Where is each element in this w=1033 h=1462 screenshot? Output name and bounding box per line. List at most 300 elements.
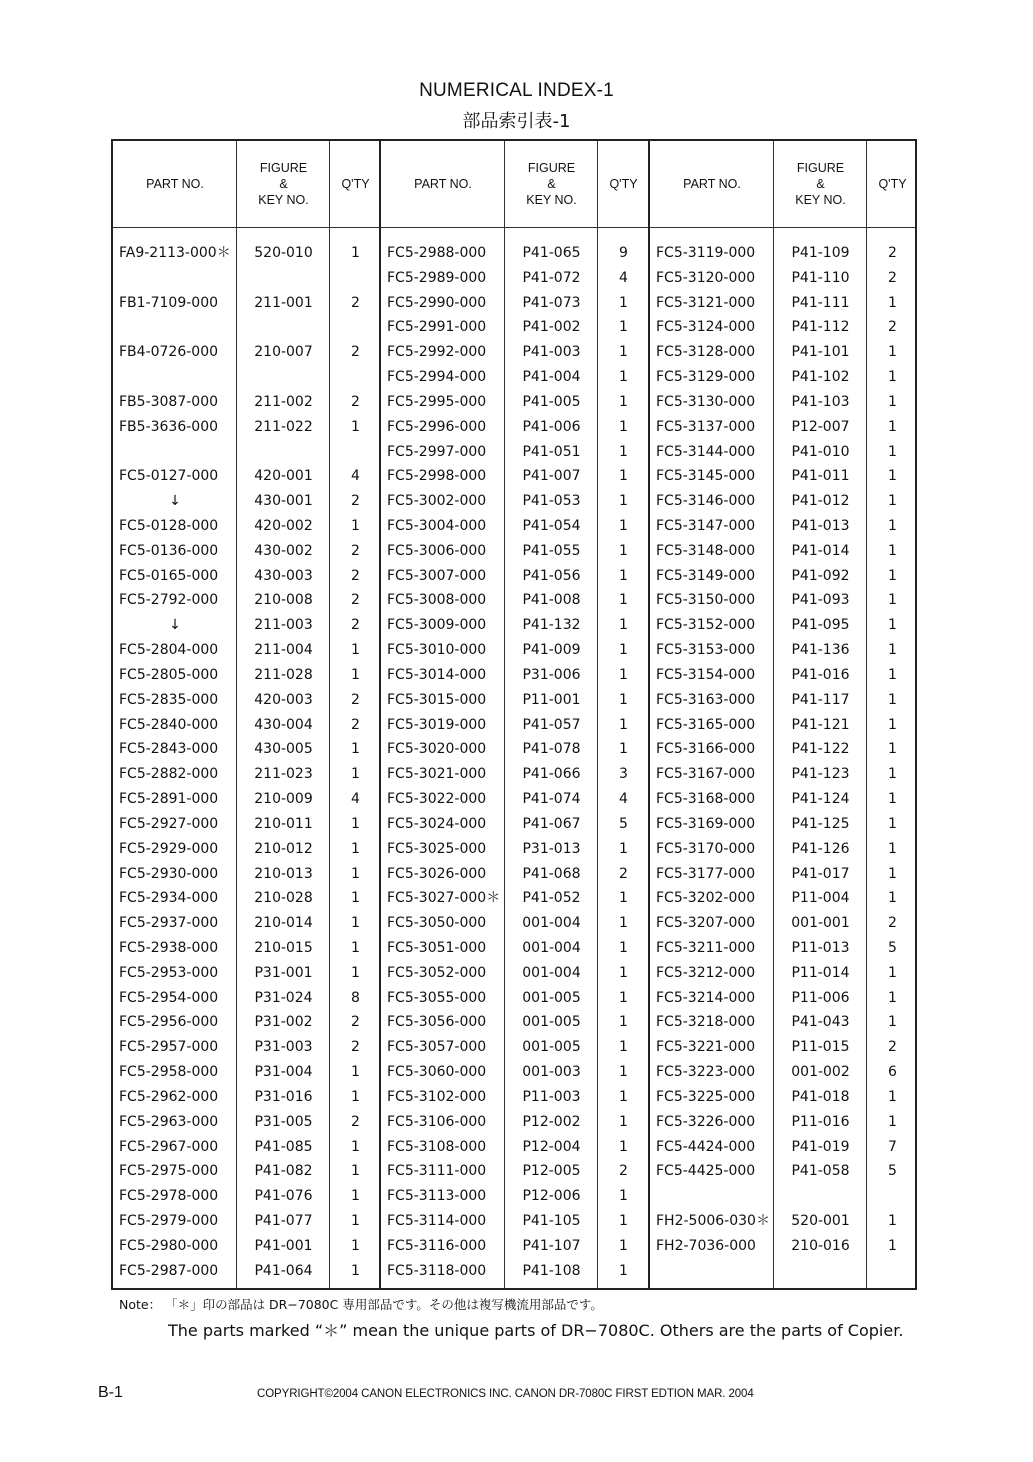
figure-key-cell: P41-058 [791, 1163, 850, 1180]
part-number-cell: FB1-7109-000 [119, 294, 219, 311]
quantity-cell: 1 [351, 840, 360, 857]
part-number-cell: FC5-3163-000 [656, 691, 756, 708]
quantity-cell: 2 [351, 344, 360, 361]
figure-key-cell: P11-013 [791, 939, 850, 956]
quantity-cell: 1 [888, 617, 897, 634]
figure-key-cell: 210-016 [791, 1237, 850, 1254]
header-part-no [113, 141, 237, 227]
quantity-cell: 1 [351, 666, 360, 683]
part-number-cell: FC5-3114-000 [387, 1212, 487, 1229]
part-number-cell: FC5-3015-000 [387, 691, 487, 708]
figure-key-cell: P31-006 [522, 666, 581, 683]
figure-key-cell: 001-002 [791, 1064, 850, 1081]
quantity-cell: 1 [888, 443, 897, 460]
figure-key-cell: 430-001 [254, 493, 313, 510]
part-number-cell: FC5-3144-000 [656, 443, 756, 460]
part-number-cell: FC5-2991-000 [387, 319, 487, 336]
figure-key-cell: P41-002 [522, 319, 581, 336]
figure-key-cell: P41-067 [522, 815, 581, 832]
figure-key-cell: P41-051 [522, 443, 581, 460]
quantity-cell: 2 [351, 592, 360, 609]
quantity-cell: 1 [888, 1113, 897, 1130]
part-number-cell: FC5-3154-000 [656, 666, 756, 683]
figure-key-cell: 001-004 [522, 915, 581, 932]
quantity-cell: 4 [351, 791, 360, 808]
quantity-cell: 1 [619, 716, 628, 733]
part-number-cell: FC5-3020-000 [387, 741, 487, 758]
part-number-cell: FC5-2989-000 [387, 269, 487, 286]
figure-key-cell: 210-014 [254, 915, 313, 932]
quantity-cell: 2 [351, 1014, 360, 1031]
figure-key-cell: 210-012 [254, 840, 313, 857]
figure-key-cell: P41-014 [791, 542, 850, 559]
part-number-cell: FC5-0128-000 [119, 518, 219, 535]
quantity-cell: 2 [351, 542, 360, 559]
part-number-cell: FC5-3022-000 [387, 791, 487, 808]
figure-key-cell: P41-109 [791, 245, 850, 261]
quantity-cell: 1 [888, 865, 897, 882]
part-number-cell: FC5-3121-000 [656, 294, 756, 311]
part-number-cell: FC5-0127-000 [119, 468, 219, 485]
figure-key-cell: 211-003 [254, 617, 313, 634]
figure-key-cell: 420-001 [254, 468, 313, 485]
figure-key-cell: 430-003 [254, 567, 313, 584]
part-number-cell: FC5-3007-000 [387, 567, 487, 584]
part-number-cell: FC5-3165-000 [656, 716, 756, 733]
quantity-cell: 1 [619, 542, 628, 559]
figure-key-cell: 211-002 [254, 393, 313, 410]
part-number-cell: FC5-2956-000 [119, 1014, 219, 1031]
part-number-cell: FC5-3202-000 [656, 890, 756, 907]
quantity-cell: 7 [888, 1138, 897, 1155]
header-figure-key-no [774, 141, 867, 227]
quantity-cell: 1 [351, 766, 360, 783]
figure-key-cell: P31-013 [522, 840, 581, 857]
part-number-cell: FC5-3019-000 [387, 716, 487, 733]
figure-key-cell: 430-004 [254, 716, 313, 733]
figure-key-cell: P31-005 [254, 1113, 313, 1130]
figure-key-cell: 210-011 [254, 815, 313, 832]
figure-key-cell: P41-013 [791, 518, 850, 535]
quantity-cell: 1 [888, 294, 897, 311]
quantity-cell: 2 [351, 691, 360, 708]
quantity-cell: 3 [619, 766, 628, 783]
part-number-cell: FC5-2994-000 [387, 369, 487, 386]
quantity-cell: 1 [888, 542, 897, 559]
header-figure-key-no-text: & [547, 177, 556, 191]
figure-key-cell: P41-057 [522, 716, 581, 733]
figure-key-cell: P41-064 [254, 1262, 313, 1279]
figure-key-cell: 430-005 [254, 741, 313, 758]
quantity-cell: 1 [619, 617, 628, 634]
quantity-cell: 1 [619, 493, 628, 510]
header-part-no-text: PART NO. [414, 177, 472, 191]
part-number-cell: FC5-3152-000 [656, 617, 756, 634]
part-number-cell: FC5-2979-000 [119, 1212, 219, 1229]
quantity-cell: 2 [619, 865, 628, 882]
figure-key-cell: 210-015 [254, 939, 313, 956]
figure-key-cell: P31-002 [254, 1014, 313, 1031]
part-number-cell: FC5-2792-000 [119, 592, 219, 609]
figure-key-cell: P41-110 [791, 269, 850, 286]
part-number-cell: FC5-3051-000 [387, 939, 487, 956]
figure-key-cell: P41-018 [791, 1088, 850, 1105]
part-number-cell: FC5-3214-000 [656, 989, 756, 1006]
part-number-cell: FC5-3130-000 [656, 393, 756, 410]
part-number-cell: FC5-3116-000 [387, 1237, 487, 1254]
figure-key-cell: P41-111 [791, 294, 850, 311]
quantity-cell: 1 [888, 468, 897, 485]
part-number-cell: FC5-3166-000 [656, 741, 756, 758]
part-number-cell: FC5-3004-000 [387, 518, 487, 535]
quantity-cell: 6 [888, 1064, 897, 1081]
part-number-cell: FC5-3009-000 [387, 617, 487, 634]
part-number-cell: FC5-3169-000 [656, 815, 756, 832]
part-number-cell: FC5-3006-000 [387, 542, 487, 559]
part-number-cell: FC5-2980-000 [119, 1237, 219, 1254]
part-number-cell: FC5-3148-000 [656, 542, 756, 559]
header-figure-key-no [237, 141, 330, 227]
part-number-cell: FC5-3113-000 [387, 1188, 487, 1205]
quantity-cell: 1 [619, 1138, 628, 1155]
figure-key-cell: P41-105 [522, 1212, 581, 1229]
quantity-cell: 1 [888, 766, 897, 783]
quantity-cell: 1 [351, 865, 360, 882]
quantity-cell: 1 [619, 1262, 628, 1279]
quantity-cell: 1 [351, 245, 360, 261]
figure-key-cell: P12-004 [522, 1138, 581, 1155]
figure-key-cell: 420-002 [254, 518, 313, 535]
quantity-cell: 1 [888, 1237, 897, 1254]
part-number-cell: FC5-3008-000 [387, 592, 487, 609]
quantity-cell: 1 [619, 567, 628, 584]
part-number-cell: FC5-3118-000 [387, 1262, 487, 1279]
part-number-cell: FC5-2958-000 [119, 1064, 219, 1081]
part-number-cell: FC5-2891-000 [119, 791, 219, 808]
quantity-cell: 1 [351, 815, 360, 832]
quantity-cell: 1 [619, 642, 628, 659]
part-number-cell: FC5-2835-000 [119, 691, 219, 708]
quantity-cell: 1 [619, 468, 628, 485]
quantity-cell: 1 [619, 443, 628, 460]
header-figure-key-no-text: KEY NO. [526, 193, 577, 207]
part-number-cell: FC5-3167-000 [656, 766, 756, 783]
parts-index-table [111, 139, 917, 1290]
part-number-cell: FC5-3150-000 [656, 592, 756, 609]
quantity-cell: 1 [888, 592, 897, 609]
quantity-cell: 1 [351, 642, 360, 659]
quantity-cell: 1 [351, 915, 360, 932]
part-number-cell: FC5-3147-000 [656, 518, 756, 535]
part-number-cell: FC5-3014-000 [387, 666, 487, 683]
part-number-cell: ↓ [169, 493, 181, 510]
note-japanese: Note： 「＊」印の部品は DR−7080C 専用部品です。その他は複写機流用部品です。 [119, 1297, 603, 1312]
header-figure-key-no-text: FIGURE [527, 161, 576, 175]
quantity-cell: 1 [888, 791, 897, 808]
quantity-cell: 1 [619, 1064, 628, 1081]
part-number-cell: FC5-3225-000 [656, 1088, 756, 1105]
figure-key-cell: P41-009 [522, 642, 581, 659]
figure-key-cell: P41-122 [791, 741, 850, 758]
page-number: B-1 [98, 1384, 123, 1401]
figure-key-cell: P41-108 [522, 1262, 581, 1279]
figure-key-cell: P41-005 [522, 393, 581, 410]
part-number-cell: FC5-3021-000 [387, 766, 487, 783]
quantity-cell: 1 [619, 344, 628, 361]
quantity-cell: 1 [351, 1163, 360, 1180]
part-number-cell: FH2-7036-000 [656, 1237, 756, 1254]
figure-key-cell: P41-010 [791, 443, 850, 460]
header-part-no [381, 141, 505, 227]
figure-key-cell: P41-078 [522, 741, 581, 758]
header-divider [113, 227, 915, 228]
figure-key-cell: P41-101 [791, 344, 850, 361]
part-number-cell: FC5-2934-000 [119, 890, 219, 907]
part-number-cell: FC5-3106-000 [387, 1113, 487, 1130]
quantity-cell: 1 [888, 1014, 897, 1031]
part-number-cell: FC5-3223-000 [656, 1064, 756, 1081]
part-number-cell: FC5-3025-000 [387, 840, 487, 857]
figure-key-cell: P41-056 [522, 567, 581, 584]
part-number-cell: FC5-2953-000 [119, 964, 219, 981]
quantity-cell: 1 [351, 1212, 360, 1229]
quantity-cell: 1 [351, 1188, 360, 1205]
quantity-cell: 1 [619, 939, 628, 956]
part-number-cell: FC5-2962-000 [119, 1088, 219, 1105]
quantity-cell: 4 [619, 791, 628, 808]
figure-key-cell: 211-022 [254, 418, 313, 435]
part-number-cell: FB4-0726-000 [119, 344, 219, 361]
part-number-cell: FC5-2987-000 [119, 1262, 219, 1279]
figure-key-cell: P41-072 [522, 269, 581, 286]
quantity-cell: 2 [888, 915, 897, 932]
part-number-cell: FC5-3211-000 [656, 939, 756, 956]
quantity-cell: 1 [888, 1212, 897, 1229]
figure-key-cell: P12-007 [791, 418, 850, 435]
figure-key-cell: P41-123 [791, 766, 850, 783]
part-number-cell: FC5-3124-000 [656, 319, 756, 336]
figure-key-cell: 001-004 [522, 939, 581, 956]
quantity-cell: 1 [351, 1088, 360, 1105]
part-number-cell: FC5-2990-000 [387, 294, 487, 311]
part-number-cell: FC5-3212-000 [656, 964, 756, 981]
part-number-cell: FC5-3108-000 [387, 1138, 487, 1155]
quantity-cell: 2 [619, 1163, 628, 1180]
figure-key-cell: P41-076 [254, 1188, 313, 1205]
part-number-cell: FC5-3207-000 [656, 915, 756, 932]
quantity-cell: 1 [619, 1188, 628, 1205]
quantity-cell: 2 [888, 245, 897, 261]
quantity-cell: 1 [619, 890, 628, 907]
figure-key-cell: P41-068 [522, 865, 581, 882]
figure-key-cell: 211-028 [254, 666, 313, 683]
quantity-cell: 1 [888, 418, 897, 435]
figure-key-cell: P12-005 [522, 1163, 581, 1180]
copyright-footer: COPYRIGHT©2004 CANON ELECTRONICS INC. CANON DR-7080C FIRST EDTION MAR. 2004 [257, 1388, 754, 1400]
part-number-cell: FC5-2927-000 [119, 815, 219, 832]
quantity-cell: 9 [619, 245, 628, 261]
figure-key-cell: P41-066 [522, 766, 581, 783]
quantity-cell: 1 [351, 890, 360, 907]
part-number-cell: FC5-3226-000 [656, 1113, 756, 1130]
figure-key-cell: 001-004 [522, 964, 581, 981]
part-number-cell: FC5-3055-000 [387, 989, 487, 1006]
header-qty-text: Q'TY [878, 177, 907, 191]
quantity-cell: 1 [888, 567, 897, 584]
figure-key-cell: P41-132 [522, 617, 581, 634]
part-number-cell: FC5-2967-000 [119, 1138, 219, 1155]
quantity-cell: 5 [888, 939, 897, 956]
part-number-cell: FC5-3170-000 [656, 840, 756, 857]
figure-key-cell: P41-004 [522, 369, 581, 386]
figure-key-cell: P41-006 [522, 418, 581, 435]
figure-key-cell: 211-023 [254, 766, 313, 783]
part-number-cell: FC5-3052-000 [387, 964, 487, 981]
quantity-cell: 1 [619, 518, 628, 535]
part-number-cell: FC5-2957-000 [119, 1039, 219, 1056]
quantity-cell: 1 [351, 1064, 360, 1081]
quantity-cell: 5 [619, 815, 628, 832]
figure-key-cell: P41-117 [791, 691, 850, 708]
figure-key-cell: P11-003 [522, 1088, 581, 1105]
part-number-cell: FC5-3027-000＊ [387, 890, 501, 907]
figure-key-cell: P41-007 [522, 468, 581, 485]
quantity-cell: 1 [351, 518, 360, 535]
part-number-cell: FC5-2843-000 [119, 741, 219, 758]
part-number-cell: FC5-2988-000 [387, 245, 487, 261]
part-number-cell: FC5-3060-000 [387, 1064, 487, 1081]
quantity-cell: 1 [888, 642, 897, 659]
quantity-cell: 1 [351, 964, 360, 981]
figure-key-cell: P41-065 [522, 245, 581, 261]
part-number-cell: FC5-2930-000 [119, 865, 219, 882]
figure-key-cell: P41-016 [791, 666, 850, 683]
part-number-cell: FC5-2929-000 [119, 840, 219, 857]
figure-key-cell: 211-001 [254, 294, 313, 311]
quantity-cell: 1 [619, 592, 628, 609]
figure-key-cell: P41-017 [791, 865, 850, 882]
figure-key-cell: P11-004 [791, 890, 850, 907]
quantity-cell: 1 [888, 890, 897, 907]
part-number-cell: FC5-2975-000 [119, 1163, 219, 1180]
figure-key-cell: 001-005 [522, 989, 581, 1006]
figure-key-cell: P41-054 [522, 518, 581, 535]
figure-key-cell: 001-005 [522, 1014, 581, 1031]
quantity-cell: 1 [888, 840, 897, 857]
part-number-cell: FC5-3177-000 [656, 865, 756, 882]
quantity-cell: 1 [888, 369, 897, 386]
figure-key-cell: P41-136 [791, 642, 850, 659]
part-number-cell: FC5-3218-000 [656, 1014, 756, 1031]
figure-key-cell: P41-008 [522, 592, 581, 609]
part-number-cell: FC5-3145-000 [656, 468, 756, 485]
figure-key-cell: P41-082 [254, 1163, 313, 1180]
quantity-cell: 1 [619, 691, 628, 708]
part-number-cell: FC5-4424-000 [656, 1138, 756, 1155]
quantity-cell: 1 [619, 1039, 628, 1056]
figure-key-cell: P41-112 [791, 319, 850, 336]
header-figure-key-no-text: FIGURE [259, 161, 308, 175]
quantity-cell: 2 [351, 1039, 360, 1056]
part-number-cell: FC5-3146-000 [656, 493, 756, 510]
part-number-cell: FC5-3129-000 [656, 369, 756, 386]
part-number-cell: FC5-0136-000 [119, 542, 219, 559]
figure-key-cell: 211-004 [254, 642, 313, 659]
figure-key-cell: 430-002 [254, 542, 313, 559]
part-number-cell: FC5-3002-000 [387, 493, 487, 510]
quantity-cell: 1 [351, 1262, 360, 1279]
part-number-cell: FB5-3636-000 [119, 418, 219, 435]
quantity-cell: 2 [351, 617, 360, 634]
part-number-cell: FC5-2937-000 [119, 915, 219, 932]
quantity-cell: 1 [619, 418, 628, 435]
part-number-cell: FC5-2992-000 [387, 344, 487, 361]
part-number-cell: FA9-2113-000＊ [119, 245, 231, 261]
quantity-cell: 1 [619, 369, 628, 386]
figure-key-cell: P41-073 [522, 294, 581, 311]
quantity-cell: 1 [619, 741, 628, 758]
figure-key-cell: P41-055 [522, 542, 581, 559]
figure-key-cell: 210-009 [254, 791, 313, 808]
part-number-cell: FC5-2997-000 [387, 443, 487, 460]
page-title: NUMERICAL INDEX-1 [419, 80, 614, 101]
part-number-cell: FC5-0165-000 [119, 567, 219, 584]
figure-key-cell: 001-003 [522, 1064, 581, 1081]
figure-key-cell: 210-013 [254, 865, 313, 882]
figure-key-cell: P41-103 [791, 393, 850, 410]
part-number-cell: FC5-3026-000 [387, 865, 487, 882]
part-number-cell: FC5-3050-000 [387, 915, 487, 932]
quantity-cell: 1 [619, 1237, 628, 1254]
part-number-cell: FC5-3137-000 [656, 418, 756, 435]
figure-key-cell: 520-001 [791, 1212, 850, 1229]
quantity-cell: 1 [888, 716, 897, 733]
part-number-cell: FC5-2882-000 [119, 766, 219, 783]
header-figure-key-no-text: KEY NO. [795, 193, 846, 207]
quantity-cell: 1 [888, 691, 897, 708]
quantity-cell: 8 [351, 989, 360, 1006]
part-number-cell: FC5-3221-000 [656, 1039, 756, 1056]
quantity-cell: 4 [351, 468, 360, 485]
figure-key-cell: P11-015 [791, 1039, 850, 1056]
quantity-cell: 1 [619, 666, 628, 683]
figure-key-cell: P11-016 [791, 1113, 850, 1130]
quantity-cell: 1 [888, 1088, 897, 1105]
quantity-cell: 1 [351, 1237, 360, 1254]
part-number-cell: FC5-3153-000 [656, 642, 756, 659]
figure-key-cell: P41-095 [791, 617, 850, 634]
part-number-cell: FC5-3128-000 [656, 344, 756, 361]
part-number-cell: FC5-3057-000 [387, 1039, 487, 1056]
figure-key-cell: P41-077 [254, 1212, 313, 1229]
figure-key-cell: P31-016 [254, 1088, 313, 1105]
quantity-cell: 1 [619, 393, 628, 410]
part-number-cell: FC5-4425-000 [656, 1163, 756, 1180]
part-number-cell: FC5-2805-000 [119, 666, 219, 683]
part-number-cell: FC5-3168-000 [656, 791, 756, 808]
quantity-cell: 1 [619, 989, 628, 1006]
header-figure-key-no-text: KEY NO. [258, 193, 309, 207]
header-part-no-text: PART NO. [683, 177, 741, 191]
quantity-cell: 1 [888, 964, 897, 981]
quantity-cell: 5 [888, 1163, 897, 1180]
figure-key-cell: P41-125 [791, 815, 850, 832]
figure-key-cell: P41-102 [791, 369, 850, 386]
part-number-cell: FC5-3102-000 [387, 1088, 487, 1105]
quantity-cell: 1 [888, 666, 897, 683]
quantity-cell: 1 [619, 294, 628, 311]
part-number-cell: FC5-2998-000 [387, 468, 487, 485]
